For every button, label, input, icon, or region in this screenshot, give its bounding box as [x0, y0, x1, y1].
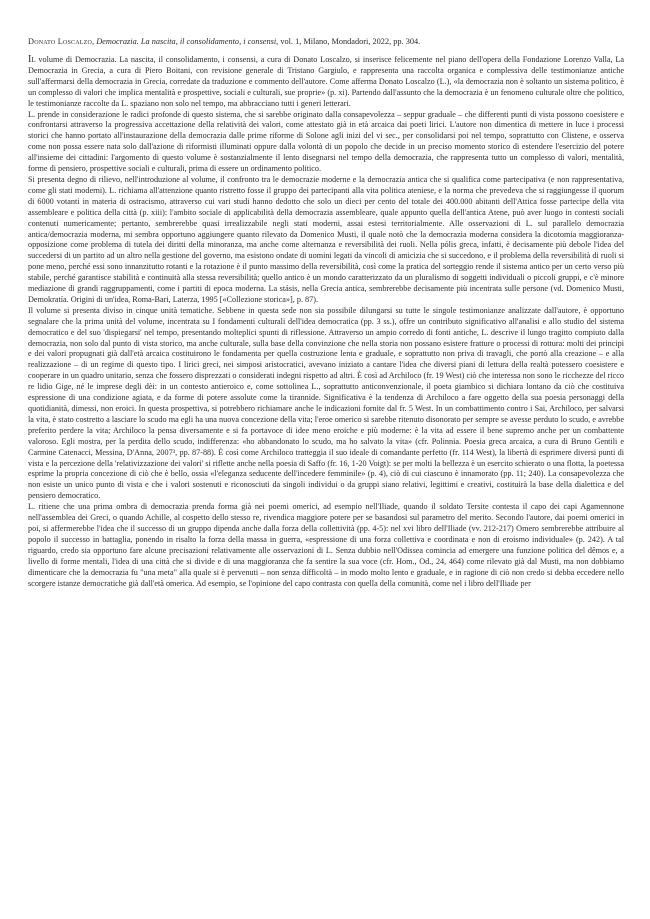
paragraph-text: Il volume si presenta diviso in cinque unità tematiche. Sebbene in questa sede non sia possibile dilungarsi su tutte le singole testimonianze analizzate dall'autore, è opportuno segnalare che la prima unità del volume, incentrata su I fondamenti culturali dell'idea democratica (pp. 3 ss.), offre un contributo significativo all'analisi e allo studio del sistema democratico e del suo 'dispiegarsi' nel tempo, presentando molteplici spunti di riflessione. Attraverso un ampio corredo di fonti antiche, L. descrive il lungo tragitto compiuto dalla democrazia, non solo dal punto di vista storico, ma anche culturale, sulla base della convinzione che nella storia non possano esistere fratture o processi di rottura: molti dei principi e dei valori propugnati già dall'età arcaica costituirono le fondamenta per quella costruzione lenta e graduale, e soprattutto non priva di travagli, che portò alla creazione – e alla realizzazione – di un regime di questo tipo. I lirici greci, nei simposi aristocratici, avevano iniziato a cantare l'idea che diversi piani di lettura della realtà potessero coesistere e cooperare in un quadro unitario, senza che fossero disprezzati o considerati indegni rispetto ad altri. È così ad Archiloco (fr. 19 West) ciò che interessa non sono le ricchezze del ricco re lidio Gige, né le imprese degli dèi: in un contesto antieroico e, come sottolinea L., soprattutto anticonvenzionale, il poeta giambico si dichiara lontano da ciò che costituiva espressione di una condizione agiata, e da forme di potere assolute come la tirannide. Significativa è la tendenza di Archiloco a fare oggetto della sua poesia personaggi della quotidianità, dimessi, non eroici. In questa prospettiva, si potrebbero richiamare anche le indicazioni fornite dal fr. 5 West. In un combattimento contro i Sai, Archiloco, per salvarsi la vita, è stato costretto a lasciare lo scudo ma egli ha una nuova concezione della vita; l'eroe omerico si sarebbe ritenuto disonorato per sempre se avesse perduto lo scudo, e avrebbe preferito perdere la vita; Archiloco la pensa diversamente e si fa portavoce di idee meno eroiche e più moderne: è la vita ad essere il bene supremo anche per un combattente valoroso. Egli mostra, per la perdita dello scudo, indifferenza: «ho abbandonato lo scudo, ma ho salvato la vita» (cfr. Polinnia. Poesia greca arcaica, a cura di Bruno Gentili e Carmine Catenacci, Messina, D'Anna, 2007³, pp. 87-88). È così come Archiloco tratteggia il suo ideale di comandante perfetto (fr. 114 West), la libertà di esprimere diversi punti di vista e la percezione della 'relativizzazione dei valori' si riflette anche nella poesia di Saffo (fr. 16, 1-20 Voigt): se per molti la bellezza è un esercito schierato o una flotta, la poetessa esprime la propria concezione di ciò che è bello, ossia «l'eleganza seducente dell'incedere femminile» (p. 4), ciò di cui ciascuno è innamorato (pp. 11; 240). La consapevolezza che non esiste un unico punto di vista e che i valori sostenuti e riconosciuti da singoli individui o da gruppi siano relativi, legittimi e creativi, costituirà la base della dialettica e del pensiero democratico.	[28, 305, 624, 501]
paragraph-lead: Il	[28, 54, 36, 65]
bibliographic-header: Donato Loscalzo, Democrazia. La nascita, il consolidamento, i consensi, vol. 1, Milano, Mondadori, 2022, pp. 304.	[28, 37, 421, 46]
paragraph-3	[28, 175, 624, 306]
header-title: Democrazia. La nascita, il consolidamento, i consensi	[96, 37, 277, 46]
paragraph-1	[28, 55, 624, 110]
review-page	[28, 36, 624, 589]
header-rest: , vol. 1, Milano, Mondadori, 2022, pp. 304.	[276, 37, 421, 46]
paragraph-4	[28, 306, 624, 502]
paragraph-text: volume di Democrazia. La nascita, il consolidamento, i consensi, a cura di Donato Loscalzo, si inserisce felicemente nel piano dell'opera della Fondazione Lorenzo Valla, La Democrazia in Grecia, a cura di Piero Boitani, con revisione generale di Tristano Gargiulo, e rappresenta una raccolta organica e complessiva delle testimonianze antiche sull'affermarsi della democrazia in Grecia, corredate da traduzione e commento dell'autore. Come afferma Donato Loscalzo (L.), «la democrazia non è soltanto un sistema politico, è un complesso di valori che implica mentalità e prospettive, sociali e culturali, sue proprie» (p. xi). Partendo dall'assunto che la democrazia è un fenomeno culturale oltre che politico, le testimonianze raccolte da L. spaziano non solo nel tempo, ma abbracciano tutti i generi letterari.	[28, 55, 624, 108]
paragraph-2	[28, 110, 624, 175]
paragraph-text: L. prende in considerazione le radici profonde di questo sistema, che si sarebbe originato dalla consapevolezza – seppur graduale – che differenti punti di vista possono coesistere e confrontarsi attraverso la progressiva accettazione della relatività dei valori, come attestato già in età arcaica dai poeti lirici. L'autore non dimentica di mettere in luce i processi storici che hanno portato all'instaurazione della democrazia dalle prime riforme di Solone agli inizi del vi sec., per consolidarsi poi nel tempo, soprattutto con Clistene, e osserva come non possa essere nata solo dall'azione di riformisti illuminati oppure dalla volontà di un popolo che decide in un preciso momento storico di estendere l'esercizio del potere all'insieme dei cittadini: l'argomento di questo volume è sostanzialmente il lento disegnarsi nel tempo della democrazia, che rappresenta tutto un complesso di valori, mentalità, forme di pensiero, prospettive sociali e culturali, prima di essere un ordinamento politico.	[28, 109, 624, 174]
header-author: Donato Loscalzo	[28, 37, 93, 46]
paragraph-text: L. ritiene che una prima ombra di democrazia prenda forma già nei poemi omerici, ad esempio nell'Iliade, quando il soldato Tersite contesta il capo dei capi Agamennone nell'assemblea dei Greci, o quando Achille, al cospetto dello stesso re, rivendica maggiore potere per se basandosi sul parametro del merito. Secondo l'autore, dai poemi omerici in poi, si affermerebbe l'idea che il successo di un gruppo dipenda anche dalla forza della collettività (pp. 4-5): nel xvi libro dell'Iliade (vv. 212-217) Omero sembrerebbe attribuire al popolo il successo in battaglia, ponendo in risalto la forza della massa in guerra, «espressione di una forza collettiva e coordinata e non di eroismo individuale» (p. 242). A tal riguardo, credo sia opportuno fare alcune precisazioni relativamente alle osservazioni di L. Senza dubbio nell'Odissea comincia ad emergere una funzione politica del dêmos e, a livello di forme mentali, l'idea di una città che si divide e di una maggioranza che fa sentire la sua voce (cfr. Hom., Od., 24, 464) come rilevato già dal Musti, ma non dobbiamo dimenticare che la democrazia fu "una meta" alla quale si è pervenuti – non senza difficoltà – in modo molto lento e graduale, e in ragione di ciò non credo si debba eccedere nello scorgere istanze democratiche già dall'età omerica. Ad esempio, se l'opinione del capo contrasta con quella della comunità, come nel i libro dell'Iliade per	[28, 502, 624, 588]
paragraph-text: Si presenta degno di rilievo, nell'introduzione al volume, il confronto tra le democrazie moderne e la democrazia antica che si qualifica come partecipativa (e non rappresentativa, come gli stati moderni). L. richiama all'attenzione quanto ristretto fosse il gruppo dei partecipanti alla vita politica ateniese, e la norma che prevedeva che si raggiungesse il quorum di 6000 votanti in materia di ostracismo, attraverso cui vari studi hanno dedotto che solo un dieci per cento del totale dei 400.000 abitanti dell'Attica fosse partecipe della vita assembleare e politica della città (p. xiii): l'ambito sociale di applicabilità della democrazia assembleare, quale appunto quella dell'antica Atene, può aver luogo in contesti sociali contenuti numericamente; pertanto, sembrerebbe quasi irrealizzabile negli stati moderni, assai estesi territorialmente. Alle osservazioni di L. sul parallelo democrazia antica/democrazia moderna, mi sembra opportuno aggiungere quanto rilevato da Domenico Musti, il quale notò che la democrazia moderna considera la dicotomia maggioranza-opposizione come problema di tutela dei diritti della minoranza, ma anche come alternanza e reversibilità dei ruoli. Nella pólis greca, infatti, è decisamente più debole l'idea del succedersi di un partito ad un altro nella gestione del governo, ma esistono ondate di uomini legati da vincoli di amicizia che si succedono, e il problema della reversibilità di ruoli si pone meno, perché essi sono innanzitutto rotanti e la rotazione è il punto massimo della reversibilità, così come la pratica del sorteggio rende il sistema antico per un certo verso più stabile, perché garantisce stabilità e continuità alla stessa reversibilità; quello antico è un mondo caratterizzato da un pluralismo di soggetti individuali o piccoli gruppi, e c'è minore mediazione di grandi raggruppamenti, come i partiti di epoca moderna. La stásis, nella Grecia antica, sembrerebbe decisamente più incentrata sulle persone (vd. Domenico Musti, Demokratía. Origini di un'idea, Roma-Bari, Laterza, 1995 [«Collezione storica»], p. 87).	[28, 174, 624, 304]
paragraph-5	[28, 502, 624, 589]
